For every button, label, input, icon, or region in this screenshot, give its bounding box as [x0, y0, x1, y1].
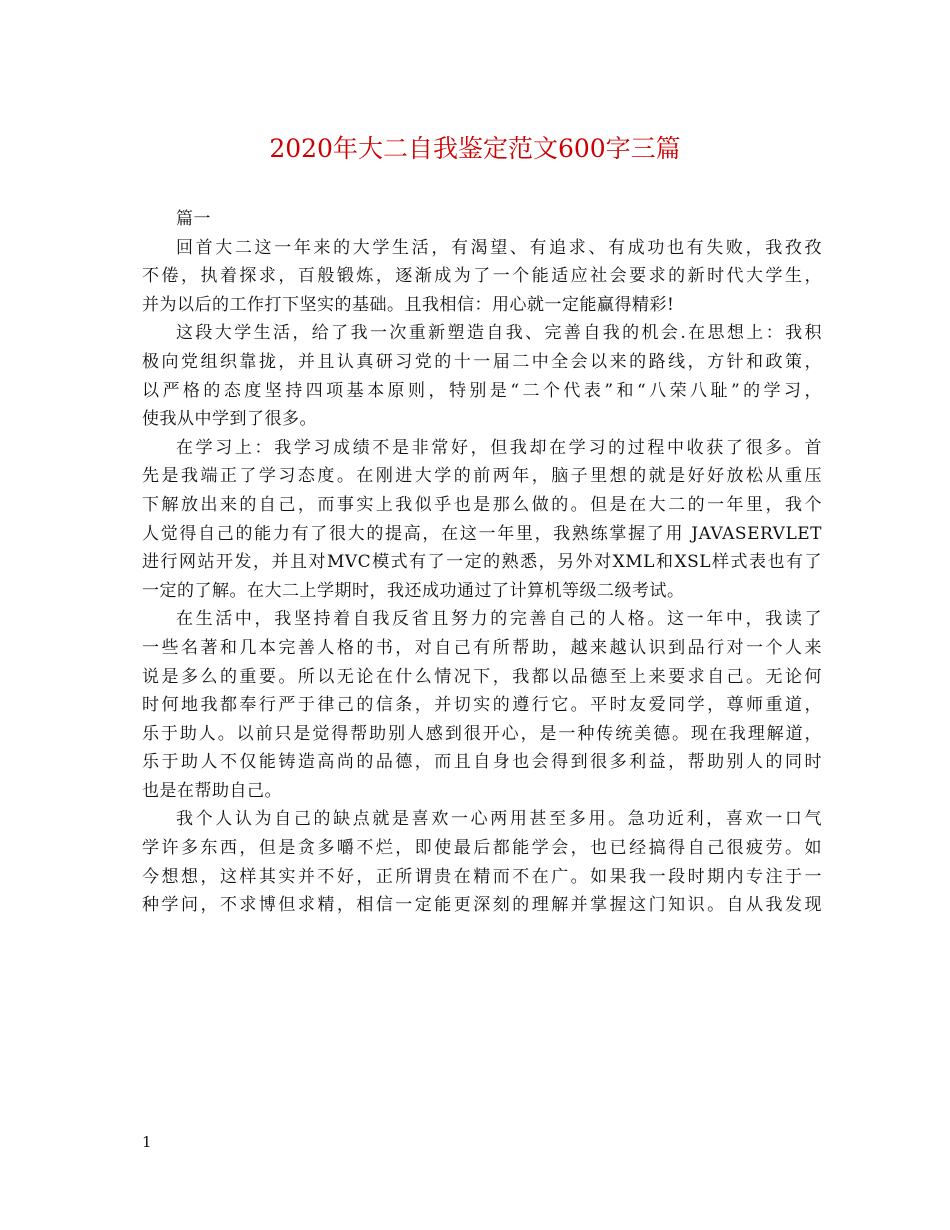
paragraph-4 — [142, 605, 822, 805]
paragraph-line: 进行网站开发，并且对MVC模式有了一定的熟悉，另外对XML和XSL样式表也有了 — [142, 552, 822, 573]
paragraph-line: 在生活中，我坚持着自我反省且努力的完善自己的人格。这一年中，我读了 — [176, 609, 822, 630]
paragraph-line: 种学问，不求博但求精，相信一定能更深刻的理解并掌握这门知识。自从我发现 — [142, 895, 822, 916]
paragraph-line: 使我从中学到了很多。 — [142, 409, 317, 430]
paragraph-5 — [142, 805, 822, 919]
paragraph-line: 学许多东西，但是贪多嚼不烂，即使最后都能学会，也已经搞得自己很疲劳。如 — [142, 838, 822, 859]
paragraph-line: 一定的了解。在大二上学期时，我还成功通过了计算机等级二级考试。 — [142, 580, 685, 601]
document-body — [142, 205, 822, 920]
paragraph-line: 下解放出来的自己，而事实上我似乎也是那么做的。但是在大二的一年里，我个 — [142, 494, 822, 515]
page-number: 1 — [142, 1133, 152, 1151]
paragraph-line: 说是多么的重要。所以无论在什么情况下，我都以品德至上来要求自己。无论何 — [142, 666, 822, 687]
paragraph-line: 回首大二这一年来的大学生活，有渴望、有追求、有成功也有失败，我孜孜 — [176, 237, 822, 258]
paragraph-line: 这段大学生活，给了我一次重新塑造自我、完善自我的机会.在思想上：我积 — [176, 323, 822, 344]
paragraph-3 — [142, 434, 822, 606]
paragraph-line: 以严格的态度坚持四项基本原则，特别是“二个代表”和“八荣八耻”的学习， — [142, 380, 822, 401]
paragraph-line: 乐于助人不仅能铸造高尚的品德，而且自身也会得到很多利益，帮助别人的同时 — [142, 752, 822, 773]
paragraph-line: 在学习上：我学习成绩不是非常好，但我却在学习的过程中收获了很多。首 — [176, 437, 822, 458]
paragraph-1 — [142, 234, 822, 320]
paragraph-line: 人觉得自己的能力有了很大的提高，在这一年里，我熟练掌握了用 JAVASERVLET — [142, 523, 822, 544]
paragraph-line: 先是我端正了学习态度。在刚进大学的前两年，脑子里想的就是好好放松从重压 — [142, 466, 822, 487]
section-label: 篇一 — [176, 209, 211, 229]
paragraph-line: 一些名著和几本完善人格的书，对自己有所帮助，越来越认识到品行对一个人来 — [142, 637, 822, 658]
paragraph-line: 并为以后的工作打下坚实的基础。且我相信：用心就一定能赢得精彩! — [142, 294, 675, 315]
paragraph-line: 我个人认为自己的缺点就是喜欢一心两用甚至多用。急功近利，喜欢一口气 — [176, 809, 822, 830]
paragraph-line: 也是在帮助自己。 — [142, 780, 282, 801]
paragraph-line: 时何地我都奉行严于律己的信条，并切实的遵行它。平时友爱同学，尊师重道， — [142, 695, 822, 716]
paragraph-2 — [142, 319, 822, 433]
paragraph-line: 不倦，执着探求，百般锻炼，逐渐成为了一个能适应社会要求的新时代大学生， — [142, 266, 822, 287]
paragraph-line: 今想想，这样其实并不好，正所谓贵在精而不在广。如果我一段时期内专注于一 — [142, 866, 822, 887]
paragraph-line: 极向党组织靠拢，并且认真研习党的十一届二中全会以来的路线，方针和政策， — [142, 351, 822, 372]
document-title: 2020年大二自我鉴定范文600字三篇 — [269, 134, 681, 163]
paragraph-line: 乐于助人。以前只是觉得帮助别人感到很开心，是一种传统美德。现在我理解道， — [142, 723, 822, 744]
